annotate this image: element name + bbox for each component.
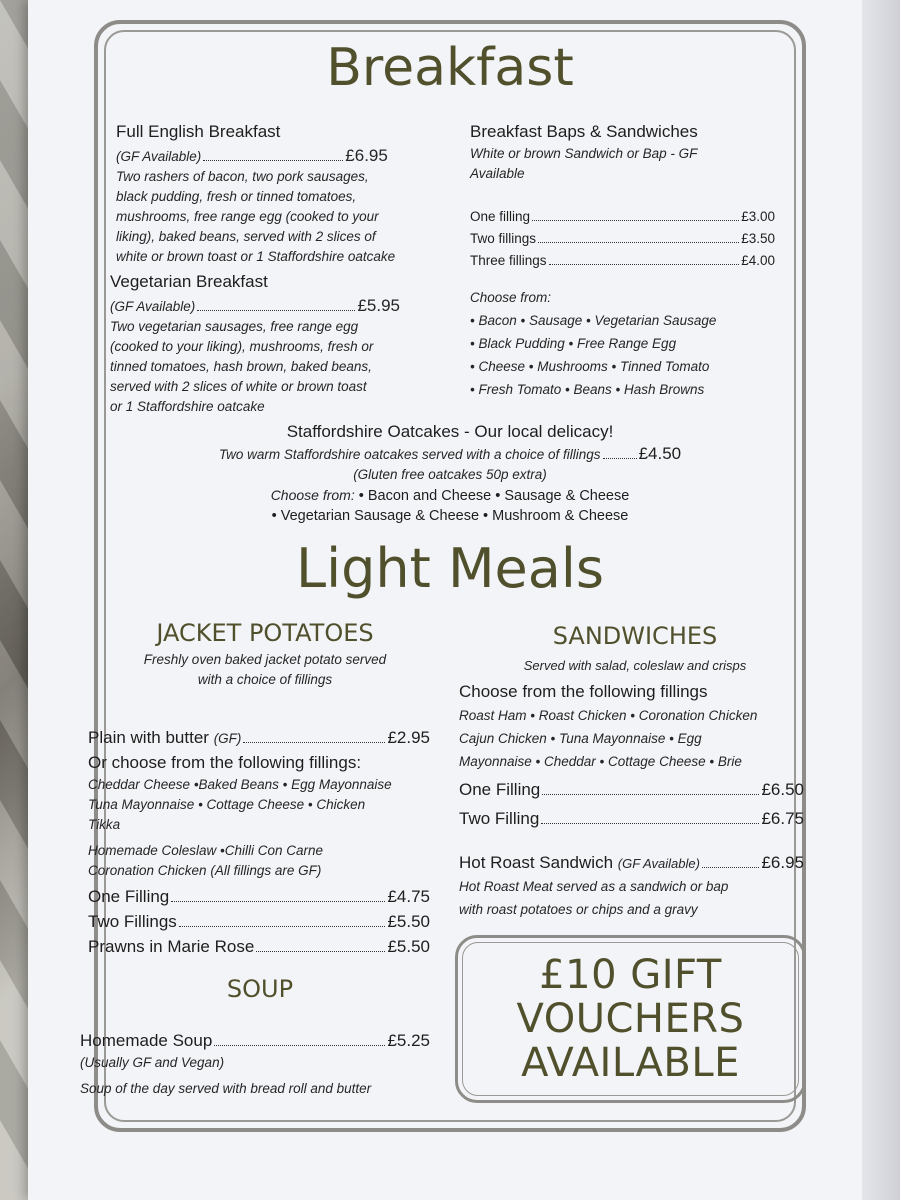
leader-dots	[549, 264, 740, 265]
desc-line: black pudding, fresh or tinned tomatoes,	[116, 189, 357, 204]
desc-line: served with 2 slices of white or brown toast	[110, 379, 367, 394]
baps-desc	[470, 144, 775, 184]
voucher-line: VOUCHERS	[516, 996, 745, 1042]
oatcakes-price: £4.50	[638, 444, 682, 463]
baps-choices	[470, 286, 775, 401]
leader-dots	[256, 951, 385, 952]
vegetarian-price: £5.95	[357, 296, 400, 315]
vegetarian-title: Vegetarian Breakfast	[110, 272, 268, 291]
baps-price-list	[470, 206, 775, 272]
gf-note: (GF)	[213, 731, 242, 746]
gift-voucher-box	[462, 942, 799, 1096]
price-value: £5.50	[387, 912, 430, 931]
baps-title: Breakfast Baps & Sandwiches	[470, 122, 698, 141]
hot-roast-price: £6.95	[761, 853, 804, 872]
desc-line: Freshly oven baked jacket potato served	[143, 652, 387, 667]
leader-dots	[702, 867, 760, 868]
jacket-price-row	[88, 884, 430, 909]
choose-label: Choose from:	[270, 487, 355, 503]
desc-line: Two rashers of bacon, two pork sausages,	[116, 169, 369, 184]
full-english-price: £6.95	[345, 146, 388, 165]
sandwiches-item	[459, 679, 804, 833]
vegetarian-gf: (GF Available)	[110, 299, 196, 314]
choice-line: • Cheese • Mushrooms • Tinned Tomato	[470, 359, 710, 374]
full-english-item	[116, 122, 446, 267]
choice-line: • Fresh Tomato • Beans • Hash Browns	[470, 382, 705, 397]
voucher-line: AVAILABLE	[521, 1040, 740, 1086]
filling-line: Mayonnaise • Cheddar • Cottage Cheese • Brie	[459, 754, 742, 769]
jacket-desc	[110, 650, 420, 690]
desc-line: mushrooms, free range egg (cooked to your	[116, 209, 379, 224]
desc-line: Hot Roast Meat served as a sandwich or bap	[459, 879, 729, 894]
leader-dots	[203, 160, 343, 161]
desc-line: with roast potatoes or chips and a gravy	[459, 902, 698, 917]
desc-line: Available	[470, 166, 525, 181]
jacket-fillings	[88, 775, 430, 881]
leader-dots	[603, 458, 637, 459]
full-english-desc	[116, 167, 446, 267]
leader-dots	[243, 742, 385, 743]
sandwiches-choose: Choose from the following fillings	[459, 682, 708, 701]
baps-item	[470, 122, 775, 401]
oatcakes-choices-line-1	[150, 485, 750, 506]
oatcakes-choices-line-2: • Vegetarian Sausage & Cheese • Mushroom & Cheese	[271, 508, 629, 524]
leader-dots	[179, 926, 386, 927]
sandwiches-heading: SANDWICHES	[552, 622, 718, 650]
soup-note: (Usually GF and Vegan)	[80, 1055, 225, 1070]
voucher-line: £10 GIFT	[539, 952, 722, 998]
jacket-potatoes-heading: JACKET POTATOES	[156, 619, 374, 647]
soup-price-line	[80, 1028, 430, 1053]
desc-line: with a choice of fillings	[197, 672, 333, 687]
light-meals-heading: Light Meals	[296, 537, 604, 600]
filling-line: Cajun Chicken • Tuna Mayonnaise • Egg	[459, 731, 702, 746]
leader-dots	[214, 1045, 385, 1046]
oatcakes-item	[150, 422, 750, 526]
price-value: £6.75	[761, 809, 804, 828]
desc-line: tinned tomatoes, hash brown, baked beans,	[110, 359, 372, 374]
sandwiches-fillings	[459, 704, 804, 773]
desc-line: or 1 Staffordshire oatcake	[110, 399, 265, 414]
leader-dots	[542, 794, 759, 795]
soup-desc: Soup of the day served with bread roll and butter	[80, 1081, 372, 1096]
price-value: £3.00	[741, 209, 775, 224]
price-label: Plain with butter	[88, 728, 209, 747]
page-fold	[862, 0, 900, 1200]
price-value: £4.75	[387, 887, 430, 906]
leader-dots	[532, 220, 739, 221]
oatcakes-choices	[150, 485, 750, 526]
leader-dots	[541, 823, 759, 824]
filling-line: Homemade Coleslaw •Chilli Con Carne	[88, 843, 324, 858]
price-label: One Filling	[459, 780, 541, 799]
jacket-price-list	[88, 884, 430, 959]
filling-line: Roast Ham • Roast Chicken • Coronation Chicken	[459, 708, 758, 723]
leader-dots	[171, 901, 385, 902]
jacket-prices	[88, 725, 430, 959]
hot-roast-item	[459, 850, 804, 921]
price-value: £2.95	[387, 728, 430, 747]
price-label: Two Filling	[459, 809, 540, 828]
breakfast-heading: Breakfast	[326, 38, 574, 98]
leader-dots	[197, 310, 355, 311]
filling-line: Cheddar Cheese •Baked Beans • Egg Mayonnaise	[88, 777, 392, 792]
filling-line: Tikka	[88, 817, 121, 832]
full-english-gf: (GF Available)	[116, 149, 202, 164]
desc-line: (cooked to your liking), mushrooms, fresh or	[110, 339, 374, 354]
sandwiches-price-row	[459, 804, 804, 833]
full-english-title: Full English Breakfast	[116, 122, 281, 141]
leader-dots	[538, 242, 739, 243]
jacket-price-row	[88, 909, 430, 934]
oatcakes-note: (Gluten free oatcakes 50p extra)	[353, 467, 547, 482]
soup-item	[80, 1028, 430, 1099]
price-label: Prawns in Marie Rose	[88, 937, 255, 956]
hot-roast-price-line	[459, 850, 804, 875]
choose-label: Choose from:	[470, 290, 552, 305]
vegetarian-desc	[110, 317, 440, 417]
filling-line: Coronation Chicken (All fillings are GF)	[88, 863, 322, 878]
soup-title: Homemade Soup	[80, 1031, 213, 1050]
choice-line: • Bacon • Sausage • Vegetarian Sausage	[470, 313, 717, 328]
price-label: Three fillings	[470, 253, 547, 268]
price-label: Two fillings	[470, 231, 537, 246]
jacket-plain-line	[88, 725, 430, 750]
price-label: Two Fillings	[88, 912, 177, 931]
gf-note: (GF Available)	[617, 856, 700, 871]
oatcakes-price-line	[150, 444, 750, 465]
filling-line: Tuna Mayonnaise • Cottage Cheese • Chicken	[88, 797, 366, 812]
desc-line: White or brown Sandwich or Bap - GF	[470, 146, 698, 161]
price-value: £3.50	[741, 231, 775, 246]
soup-price: £5.25	[387, 1031, 430, 1050]
sandwiches-price-row	[459, 775, 804, 804]
baps-price-row	[470, 228, 775, 250]
price-label: One filling	[470, 209, 531, 224]
sandwiches-desc: Served with salad, coleslaw and crisps	[523, 658, 747, 673]
hot-roast-desc	[459, 875, 804, 921]
full-english-price-line	[116, 146, 446, 167]
vegetarian-price-line	[110, 296, 400, 317]
desc-line: white or brown toast or 1 Staffordshire oatcake	[116, 249, 396, 264]
price-value: £5.50	[387, 937, 430, 956]
soup-heading: SOUP	[226, 975, 294, 1003]
price-value: £4.00	[741, 253, 775, 268]
oatcakes-title: Staffordshire Oatcakes - Our local delicacy!	[286, 422, 614, 441]
vegetarian-item	[110, 272, 440, 417]
baps-price-row	[470, 250, 775, 272]
price-value: £6.50	[761, 780, 804, 799]
hot-roast-title: Hot Roast Sandwich	[459, 853, 614, 872]
baps-price-row	[470, 206, 775, 228]
jacket-or-choose: Or choose from the following fillings:	[88, 753, 362, 772]
desc-line: liking), baked beans, served with 2 slices of	[116, 229, 376, 244]
price-label: One Filling	[88, 887, 170, 906]
choice-line: • Bacon and Cheese • Sausage & Cheese	[354, 488, 630, 504]
choice-line: • Black Pudding • Free Range Egg	[470, 336, 677, 351]
jacket-price-row	[88, 934, 430, 959]
desc-line: Two vegetarian sausages, free range egg	[110, 319, 359, 334]
oatcakes-desc: Two warm Staffordshire oatcakes served with a choice of fillings	[218, 447, 601, 462]
